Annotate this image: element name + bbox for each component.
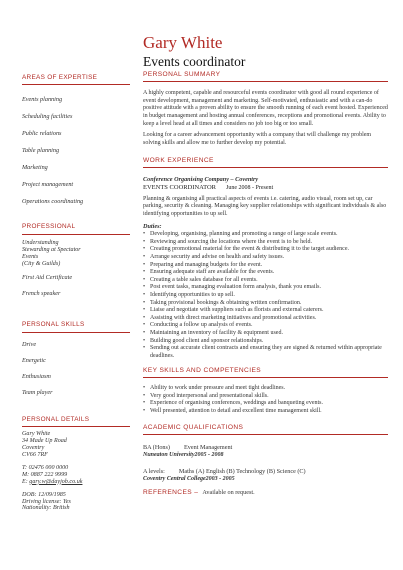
details-telephone: T: 02476 000 0000 [22,464,69,471]
degree-label: BA (Hons) [143,443,170,451]
details-address: 34 Made Up Road [22,438,67,445]
experience-divider [143,167,388,168]
expertise-item: Scheduling facilities [22,113,73,121]
college-name: Coventry Central College [143,476,206,483]
key-skills-list [143,385,388,415]
skill-item: Enthusiasm [22,372,51,380]
key-skills-divider [143,377,388,378]
list-item: • Taking provisional bookings & obtaining written confirmation. [143,300,388,308]
degree-dates: 2005 - 2008 [194,451,224,458]
list-item: • Preparing and managing budgets for the event. [143,262,388,270]
professional-item: First Aid Certificate [22,274,73,282]
details-dob: DOB: 12/09/1985 [22,491,66,498]
professional-item: (City & Guilds) [22,260,61,267]
expertise-item: Operations coordinating [22,198,84,206]
expertise-item: Project management [22,181,74,189]
candidate-role: Events coordinator [143,54,246,69]
details-nationality: Nationality: British [22,505,70,512]
list-item: • Creating a table sales database for all events. [143,277,388,285]
expertise-divider [22,84,130,85]
details-mobile: M: 0887 222 9999 [22,471,68,478]
references-heading: REFERENCES – [143,488,199,496]
college-dates: 2003 - 2005 [205,476,235,483]
details-heading: PERSONAL DETAILS [22,415,90,423]
details-email-prefix: E: [22,478,30,485]
details-name: Gary White [22,431,51,438]
summary-divider [143,81,388,82]
summary-section [143,72,388,148]
expertise-heading: AREAS OF EXPERTISE [22,74,98,81]
professional-section [22,224,130,297]
list-item: • Reviewing and sourcing the locations where the event is to be held. [143,239,388,247]
expertise-section [22,75,130,205]
degree-institution: Nuneaton University [143,451,195,458]
expertise-item: Events planning [22,96,63,104]
job-line [143,184,388,192]
list-item: • Sending out accurate client contracts and ensuring they are signed & returned within appropriate deadlines. [143,345,388,360]
qualifications-heading: ACADEMIC QUALIFICATIONS [143,424,244,432]
list-item: • Very good interpersonal and presentational skills. [143,393,388,401]
list-item: • Experience of organising conferences, weddings and banqueting events. [143,400,388,408]
summary-paragraph: Looking for a career advancement opportunity with a company that will challenge my problem solving skills and allow me to further develop my potential. [143,132,372,147]
references-line [143,490,388,497]
duties-label: Duties: [143,223,162,231]
experience-section [143,158,388,360]
professional-item: Understanding [22,239,59,246]
list-item: • Building good client and sponsor relationships. [143,338,388,346]
list-item: • Assisting with direct marketing initiatives and promotional activities. [143,315,388,323]
list-item: • Maintaining an inventory of facility & equipment used. [143,330,388,338]
job-title: EVENTS COORDINATOR [143,183,217,191]
qualifications-divider [143,434,388,435]
professional-heading: PROFESSIONAL [22,223,76,231]
list-item: • Conducting a follow up analysis of events. [143,322,388,330]
degree-line [143,444,388,452]
list-item: • Ensuring adequate staff are available for the events. [143,269,388,277]
details-postcode: CV66 7RF [22,451,48,458]
expertise-item: Marketing [22,164,48,172]
list-item: • Liaise and negotiate with suppliers such as florists and external caterers. [143,307,388,315]
company-name: Conference Organising Company – Coventry [143,175,259,183]
skill-item: Team player [22,388,53,396]
key-skills-section [143,368,388,415]
skills-section [22,322,130,395]
details-city: Coventry [22,445,45,452]
details-divider [22,426,130,427]
summary-heading: PERSONAL SUMMARY [143,71,221,78]
college-line [143,476,388,484]
professional-item: French speaker [22,290,61,298]
alevels-subjects: Maths (A) English (B) Technology (B) Science (C) [178,468,306,476]
candidate-name: Gary White [143,33,223,52]
alevels-line [143,468,388,476]
list-item: • Ability to work under pressure and meet tight deadlines. [143,385,388,393]
skills-divider [22,332,130,333]
degree-subject: Event Management [184,443,233,451]
professional-divider [22,234,130,235]
experience-heading: WORK EXPERIENCE [143,156,214,164]
details-email-line [22,479,130,486]
job-intro: Planning & organising all practical aspects of events i.e. catering, audio visual, room set up, car parking, security & cleaning. Managing key supplier relationships with significant individuals & also identifying opportunities to up sell. [143,195,387,218]
professional-item: Stewarding at Spectator [22,246,81,253]
expertise-item: Table planning [22,147,60,155]
right-column [143,72,388,496]
alevels-label: A levels: [143,468,165,476]
list-item: • Post event tasks, managing evaluation form analysis, thank you emails. [143,284,388,292]
skill-item: Energetic [22,356,46,364]
job-dates: June 2008 - Present [226,184,274,191]
list-item: • Arrange security and advise on health and safety issues. [143,254,388,262]
list-item: • Creating promotional material for the event & distributing it to the target audience. [143,246,388,254]
details-section [22,417,130,512]
left-column [22,75,130,512]
references-text: Available on request. [202,488,255,496]
expertise-item: Public relations [22,130,62,138]
list-item: • Identifying opportunities to up sell. [143,292,388,300]
skill-item: Drive [22,340,37,348]
degree-institution-line [143,452,388,460]
email-link[interactable]: gary.w@dayjob.co.uk [29,478,83,485]
skills-heading: PERSONAL SKILLS [22,321,85,329]
duties-list [143,231,388,360]
summary-paragraph: A highly competent, capable and resourceful events coordinator with good all round experience of event development, management and marketing. Self-motivated, enthusiastic and with a can-do positive attitude with a proven ability to ensure the smooth running of each event hosted. Experienced in budget management and hosting annual conferences, receptions and promotional events. Ability to keep a level head at all times and considers no job too big or too small. [143,89,388,128]
professional-item: Events [22,253,39,260]
key-skills-heading: KEY SKILLS AND COMPETENCIES [143,367,262,375]
list-item: • Well presented, attention to detail and excellent time management skill. [143,408,388,416]
list-item: • Developing, organising, planning and promoting a range of large scale events. [143,231,388,239]
details-licence: Driving license: Yes [22,498,71,505]
qualifications-section [143,425,388,483]
